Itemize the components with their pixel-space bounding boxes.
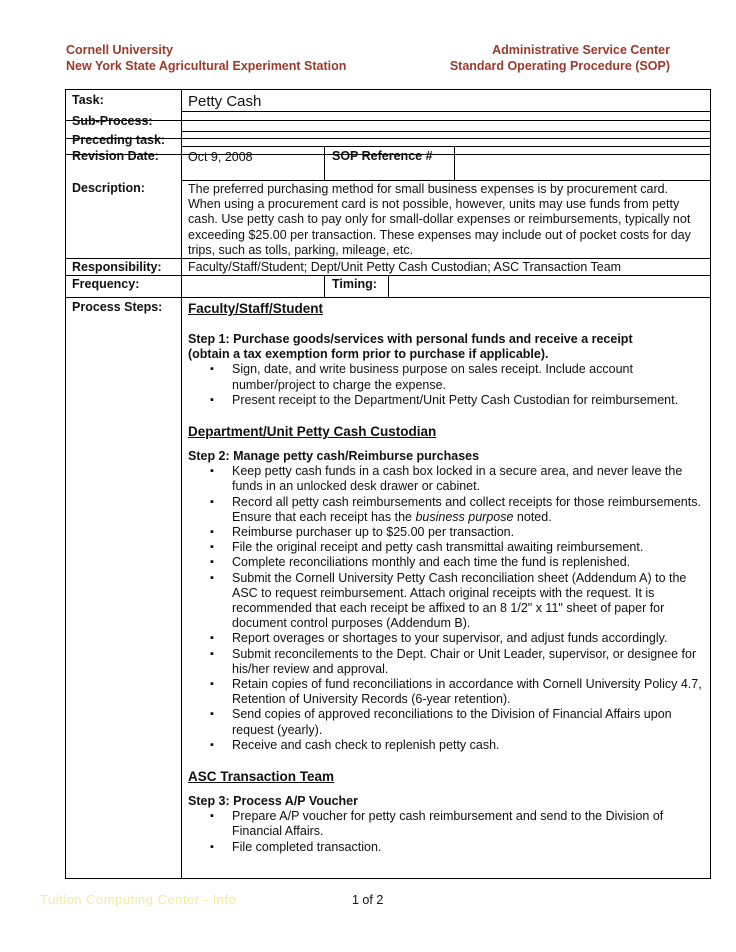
list-item: ▪ File the original receipt and petty cash transmittal awaiting reimbursement. — [188, 540, 703, 555]
revision-date-value: Oct 9, 2008 — [188, 150, 253, 164]
rule — [182, 111, 710, 112]
rule — [182, 180, 710, 181]
frequency-label: Frequency: — [72, 277, 140, 291]
list-item: ▪ Complete reconciliations monthly and each time the fund is replenished. — [188, 555, 703, 570]
task-title: Petty Cash — [188, 93, 262, 110]
section-heading-faculty: Faculty/Staff/Student — [188, 301, 324, 316]
rule — [181, 90, 182, 878]
step-1-list — [188, 362, 703, 408]
header-right — [450, 42, 670, 74]
list-item: ▪ Send copies of approved reconciliations to the Division of Financial Affairs upon request (yearly). — [188, 707, 703, 737]
responsibility-value: Faculty/Staff/Student; Dept/Unit Petty Cash Custodian; ASC Transaction Team — [188, 260, 622, 274]
station-name: New York State Agricultural Experiment Station — [66, 59, 347, 73]
sop-reference-label: SOP Reference # — [332, 149, 433, 163]
rule — [66, 120, 710, 121]
rule — [388, 275, 389, 297]
rule — [182, 146, 710, 147]
list-item: ▪ Prepare A/P voucher for petty cash reimbursement and send to the Division of Financial Affairs. — [188, 809, 703, 839]
process-steps-label: Process Steps: — [72, 300, 163, 314]
preceding-task-label: Preceding task: — [72, 133, 166, 147]
rule — [324, 275, 325, 297]
step-1-heading-cont: (obtain a tax exemption form prior to purchase if applicable). — [188, 347, 549, 362]
list-item: ▪ Keep petty cash funds in a cash box locked in a secure area, and never leave the funds in an unlocked desk drawer or cabinet. — [188, 464, 703, 494]
rule — [66, 258, 710, 259]
revision-date-label: Revision Date: — [72, 149, 159, 163]
description-text: The preferred purchasing method for small business expenses is by procurement card. When using a procurement card is not possible, however, units may use funds from petty cash. Use petty cash to pay only for small-dollar expenses or reimbursements, typically not exceeding $25.00 per transaction. These expenses may include out of pocket costs for day trips, such as tolls, parking, mileage, etc. — [188, 182, 691, 257]
step-3-heading: Step 3: Process A/P Voucher — [188, 794, 358, 809]
step-2-list — [188, 464, 703, 753]
center-name: Administrative Service Center — [492, 43, 670, 57]
header-left — [66, 42, 346, 74]
rule — [66, 297, 710, 298]
process-steps — [188, 300, 703, 855]
list-item-emphasis: business purpose — [415, 509, 514, 524]
list-item: ▪ Present receipt to the Department/Unit Petty Cash Custodian for reimbursement. — [188, 393, 703, 408]
section-heading-asc: ASC Transaction Team — [188, 769, 335, 785]
org-name: Cornell University — [66, 43, 173, 57]
watermark: Tuition Computing Center - Info — [40, 892, 237, 907]
list-item: ▪ Sign, date, and write business purpose on sales receipt. Include account number/project to charge the expense. — [188, 362, 703, 392]
list-item-text-tail: noted. — [513, 509, 552, 524]
timing-label: Timing: — [332, 277, 377, 291]
rule — [182, 131, 710, 132]
sop-table — [65, 89, 711, 879]
step-3-list — [188, 809, 703, 855]
subprocess-label: Sub-Process: — [72, 114, 153, 128]
section-heading-custodian: Department/Unit Petty Cash Custodian — [188, 424, 437, 440]
list-item: ▪ Retain copies of fund reconciliations in accordance with Cornell University Policy 4.7, Retention of University Records (6-year retention). — [188, 677, 703, 707]
task-label: Task: — [72, 93, 104, 107]
list-item — [188, 495, 703, 525]
step-1-heading: Step 1: Purchase goods/services with personal funds and receive a receipt — [188, 332, 633, 346]
list-item: ▪ Submit reconcilements to the Dept. Chair or Unit Leader, supervisor, or designee for his/her review and approval. — [188, 647, 703, 677]
list-item: ▪ Receive and cash check to replenish petty cash. — [188, 738, 703, 753]
responsibility-label: Responsibility: — [72, 260, 162, 274]
list-item: ▪ Submit the Cornell University Petty Cash reconciliation sheet (Addendum A) to the ASC to request reimbursement. Attach original receipts with the request. It is recommended that each receipt be affixed to an 8 1/2" x 11" sheet of paper for document control purposes (Addendum B). — [188, 571, 703, 632]
list-item: ▪ Reimburse purchaser up to $25.00 per transaction. — [188, 525, 703, 540]
rule — [454, 146, 455, 180]
list-item: ▪ Report overages or shortages to your supervisor, and adjust funds accordingly. — [188, 631, 703, 646]
description-label: Description: — [72, 181, 145, 195]
page-number: 1 of 2 — [352, 893, 384, 907]
step-2-heading: Step 2: Manage petty cash/Reimburse purchases — [188, 449, 480, 464]
list-item-text: Record all petty cash reimbursements and collect receipts for those reimbursements. Ensure that each receipt has the — [232, 494, 701, 524]
rule — [324, 146, 325, 180]
list-item: ▪ File completed transaction. — [188, 840, 703, 855]
doc-type: Standard Operating Procedure (SOP) — [449, 59, 670, 73]
